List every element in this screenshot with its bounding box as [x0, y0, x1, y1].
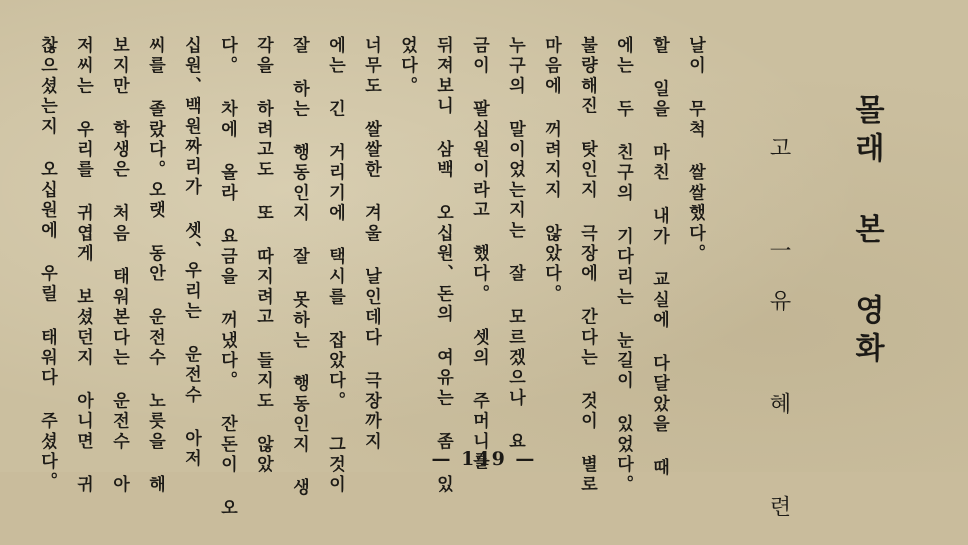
page-number: — 149 —: [431, 448, 537, 470]
text-column: 찮으셨는지 오십원에 우릴 태워다 주셨다。: [37, 36, 57, 493]
text-column: 었다。: [397, 36, 417, 97]
author-byline: 고 一유 혜 련: [766, 136, 791, 545]
text-column: 다。 차에 올라 요금을 꺼냈다。 잔돈이 오: [217, 36, 237, 519]
text-column: 저씨는 우리를 귀엽게 보셨던지 아니면 귀: [73, 36, 93, 496]
text-column: 잘 하는 행동인지 잘 못하는 행동인지 생: [289, 36, 309, 499]
text-column: 십원、백원짜리가 셋、우리는 운전수 아저: [181, 36, 201, 470]
text-column: 불량해진 탓인지 극장에 간다는 것이 별로: [577, 36, 597, 496]
text-column: 마음에 꺼려지지 않았다。: [541, 36, 561, 305]
text-column: 날이 무척 쌀쌀했다。: [685, 36, 705, 265]
text-column: 보지만 학생은 처음 태워본다는 운전수 아: [109, 36, 129, 496]
text-column: 너무도 쌀쌀한 겨울 날인데다 극장까지: [361, 36, 381, 452]
story-title: 몰래 본 영화: [849, 94, 884, 370]
text-column: 금이 팔십원이라고 했다。 셋의 주머니를: [469, 36, 489, 473]
text-column: 할 일을 마친 내가 교실에 다달았을 때: [649, 36, 669, 479]
text-column: 누구의 말이었는지는 잘 모르겠으나 요: [505, 36, 525, 452]
text-column: 뒤져보니 삼백 오십원、돈의 여유는 좀 있: [433, 36, 453, 496]
text-column: 씨를 졸랐다。오랫 동안 운전수 노릇을 해: [145, 36, 165, 496]
text-column: 에는 두 친구의 기다리는 눈길이 있었다。: [613, 36, 633, 496]
text-column: 각을 하려고도 또 따지려고 들지도 않았: [253, 36, 273, 476]
text-column: 에는 긴 거리기에 택시를 잡았다。 그것이: [325, 36, 345, 496]
